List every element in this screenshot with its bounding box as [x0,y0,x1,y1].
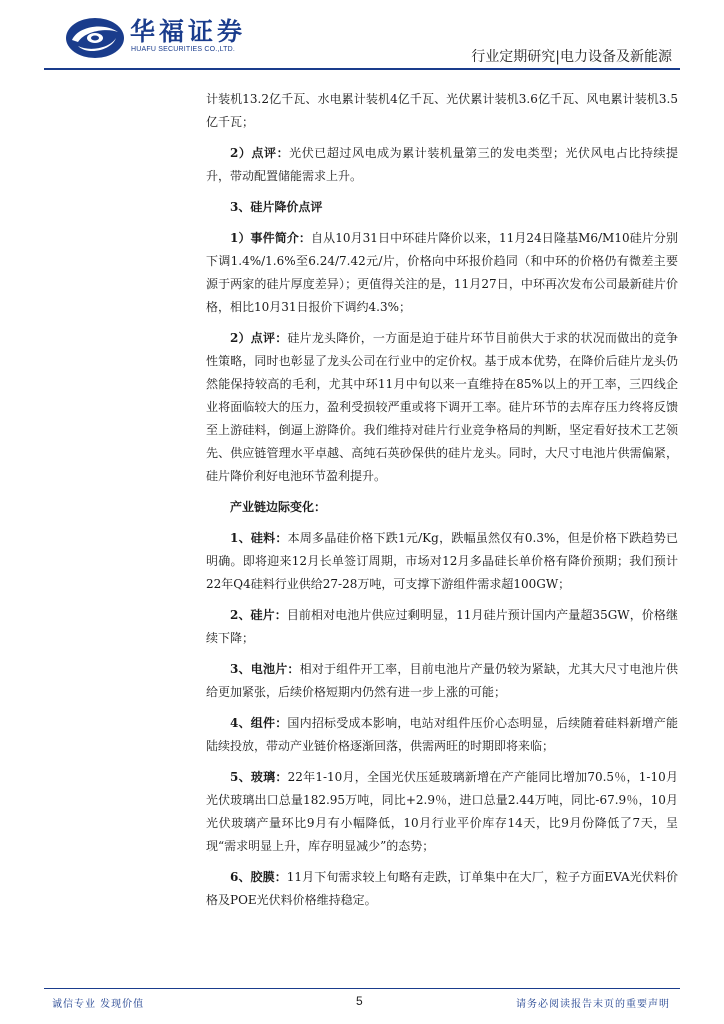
page-number: 5 [356,994,363,1008]
paragraph-text: 自从10月31日中环硅片降价以来，11月24日隆基M6/M10硅片分别下调1.4%/1.6%至6.24/7.42元/片，价格向中环报价趋同（和中环的价格仍有微差主要源于两家的硅片厚度差异）；更值得关注的是，11月27日，中环再次发布公司最新硅片价格，相比10月31日报价下调约4.3%； [206,231,678,314]
paragraph-label: 1）事件简介： [230,231,312,245]
paragraph-text: 22年1-10月，全国光伏压延玻璃新增在产产能同比增加70.5％，1-10月光伏玻璃出口总量182.95万吨，同比+2.9％，进口总量2.44万吨，同比-67.9％，10月光伏玻璃产量环比9月有小幅降低，10月行业平价库存14天，比9月份降低了7天，呈现“需求明显上升，库存明显减少”的态势； [206,770,678,853]
header-divider [44,68,680,70]
paragraph-text: 本周多晶硅价格下跌1元/Kg，跌幅虽然仅有0.3%，但是价格下跌趋势已明确。即将迎来12月长单签订周期，市场对12月多晶硅长单价格有降价预期；我们预计22年Q4硅料行业供给27-28万吨，可支撑下游组件需求超100GW； [206,531,678,591]
paragraph-glass [206,766,678,858]
paragraph-label: 4、组件： [230,716,288,730]
brand-name-cn: 华福证券 [130,17,247,46]
paragraph-text: 11月下旬需求较上旬略有走跌，订单集中在大厂，粒子方面EVA光伏料价格及POE光伏料价格维持稳定。 [206,870,678,907]
paragraph-capacity-continued [206,88,678,134]
paragraph-label: 1、硅料： [230,531,288,545]
paragraph-cell [206,658,678,704]
paragraph-module [206,712,678,758]
page-header [0,0,724,82]
paragraph-event-summary [206,227,678,319]
paragraph-text: 计装机13.2亿千瓦、水电累计装机4亿千瓦、光伏累计装机3.6亿千瓦、风电累计装机3.5亿千瓦； [206,92,678,129]
paragraph-text: 硅片龙头降价，一方面是迫于硅片环节目前供大于求的状况而做出的竞争性策略，同时也彰显了龙头公司在行业中的定价权。基于成本优势，在降价后硅片龙头仍然能保持较高的毛利，尤其中环11月中旬以来一直维持在85%以上的开工率，三四线企业将面临较大的压力，盈利受损较严重或将下调开工率。硅片环节的去库存压力终将反馈至上游硅料，倒逼上游降价。我们维持对硅片行业竞争格局的判断，坚定看好技术工艺领先、供应链管理水平卓越、高纯石英砂保供的硅片龙头。同时，大尺寸电池片供需偏紧，硅片降价利好电池环节盈利提升。 [206,331,678,483]
paragraph-wafer [206,604,678,650]
report-title: 行业定期研究|电力设备及新能源 [471,49,672,65]
paragraph-text: 相对于组件开工率，目前电池片产量仍较为紧缺，尤其大尺寸电池片供给更加紧张，后续价格短期内仍然有进一步上涨的可能； [206,662,678,699]
paragraph-label: 3、电池片： [230,662,300,676]
footer-disclaimer: 请务必阅读报告末页的重要声明 [516,999,670,1010]
paragraph-polysilicon [206,527,678,596]
paragraph-text: 光伏已超过风电成为累计装机量第三的发电类型；光伏风电占比持续提升，带动配置储能需求上升。 [206,146,678,183]
paragraph-label: 5、玻璃： [230,770,288,784]
report-body [206,88,678,920]
paragraph-label: 2、硅片： [230,608,287,622]
paragraph-label: 2）点评： [230,331,288,345]
huafu-logo-icon [64,16,126,60]
paragraph-wafer-comment [206,327,678,488]
paragraph-capacity-comment [206,142,678,188]
footer-divider [44,988,680,989]
paragraph-label: 2）点评： [230,146,290,160]
footer-slogan: 诚信专业 发现价值 [52,999,145,1010]
paragraph-text: 国内招标受成本影响，电站对组件压价心态明显，后续随着硅料新增产能陆续投放，带动产业链价格逐渐回落，供需两旺的时期即将来临； [206,716,678,753]
paragraph-text: 目前相对电池片供应过剩明显，11月硅片预计国内产量超35GW，价格继续下降； [206,608,678,645]
section-heading-wafer-price: 3、硅片降价点评 [230,200,323,214]
paragraph-label: 6、胶膜： [230,870,287,884]
paragraph-film [206,866,678,912]
brand-name-en: HUAFU SECURITIES CO.,LTD. [131,46,236,53]
section-heading-supply-chain: 产业链边际变化： [230,500,327,514]
